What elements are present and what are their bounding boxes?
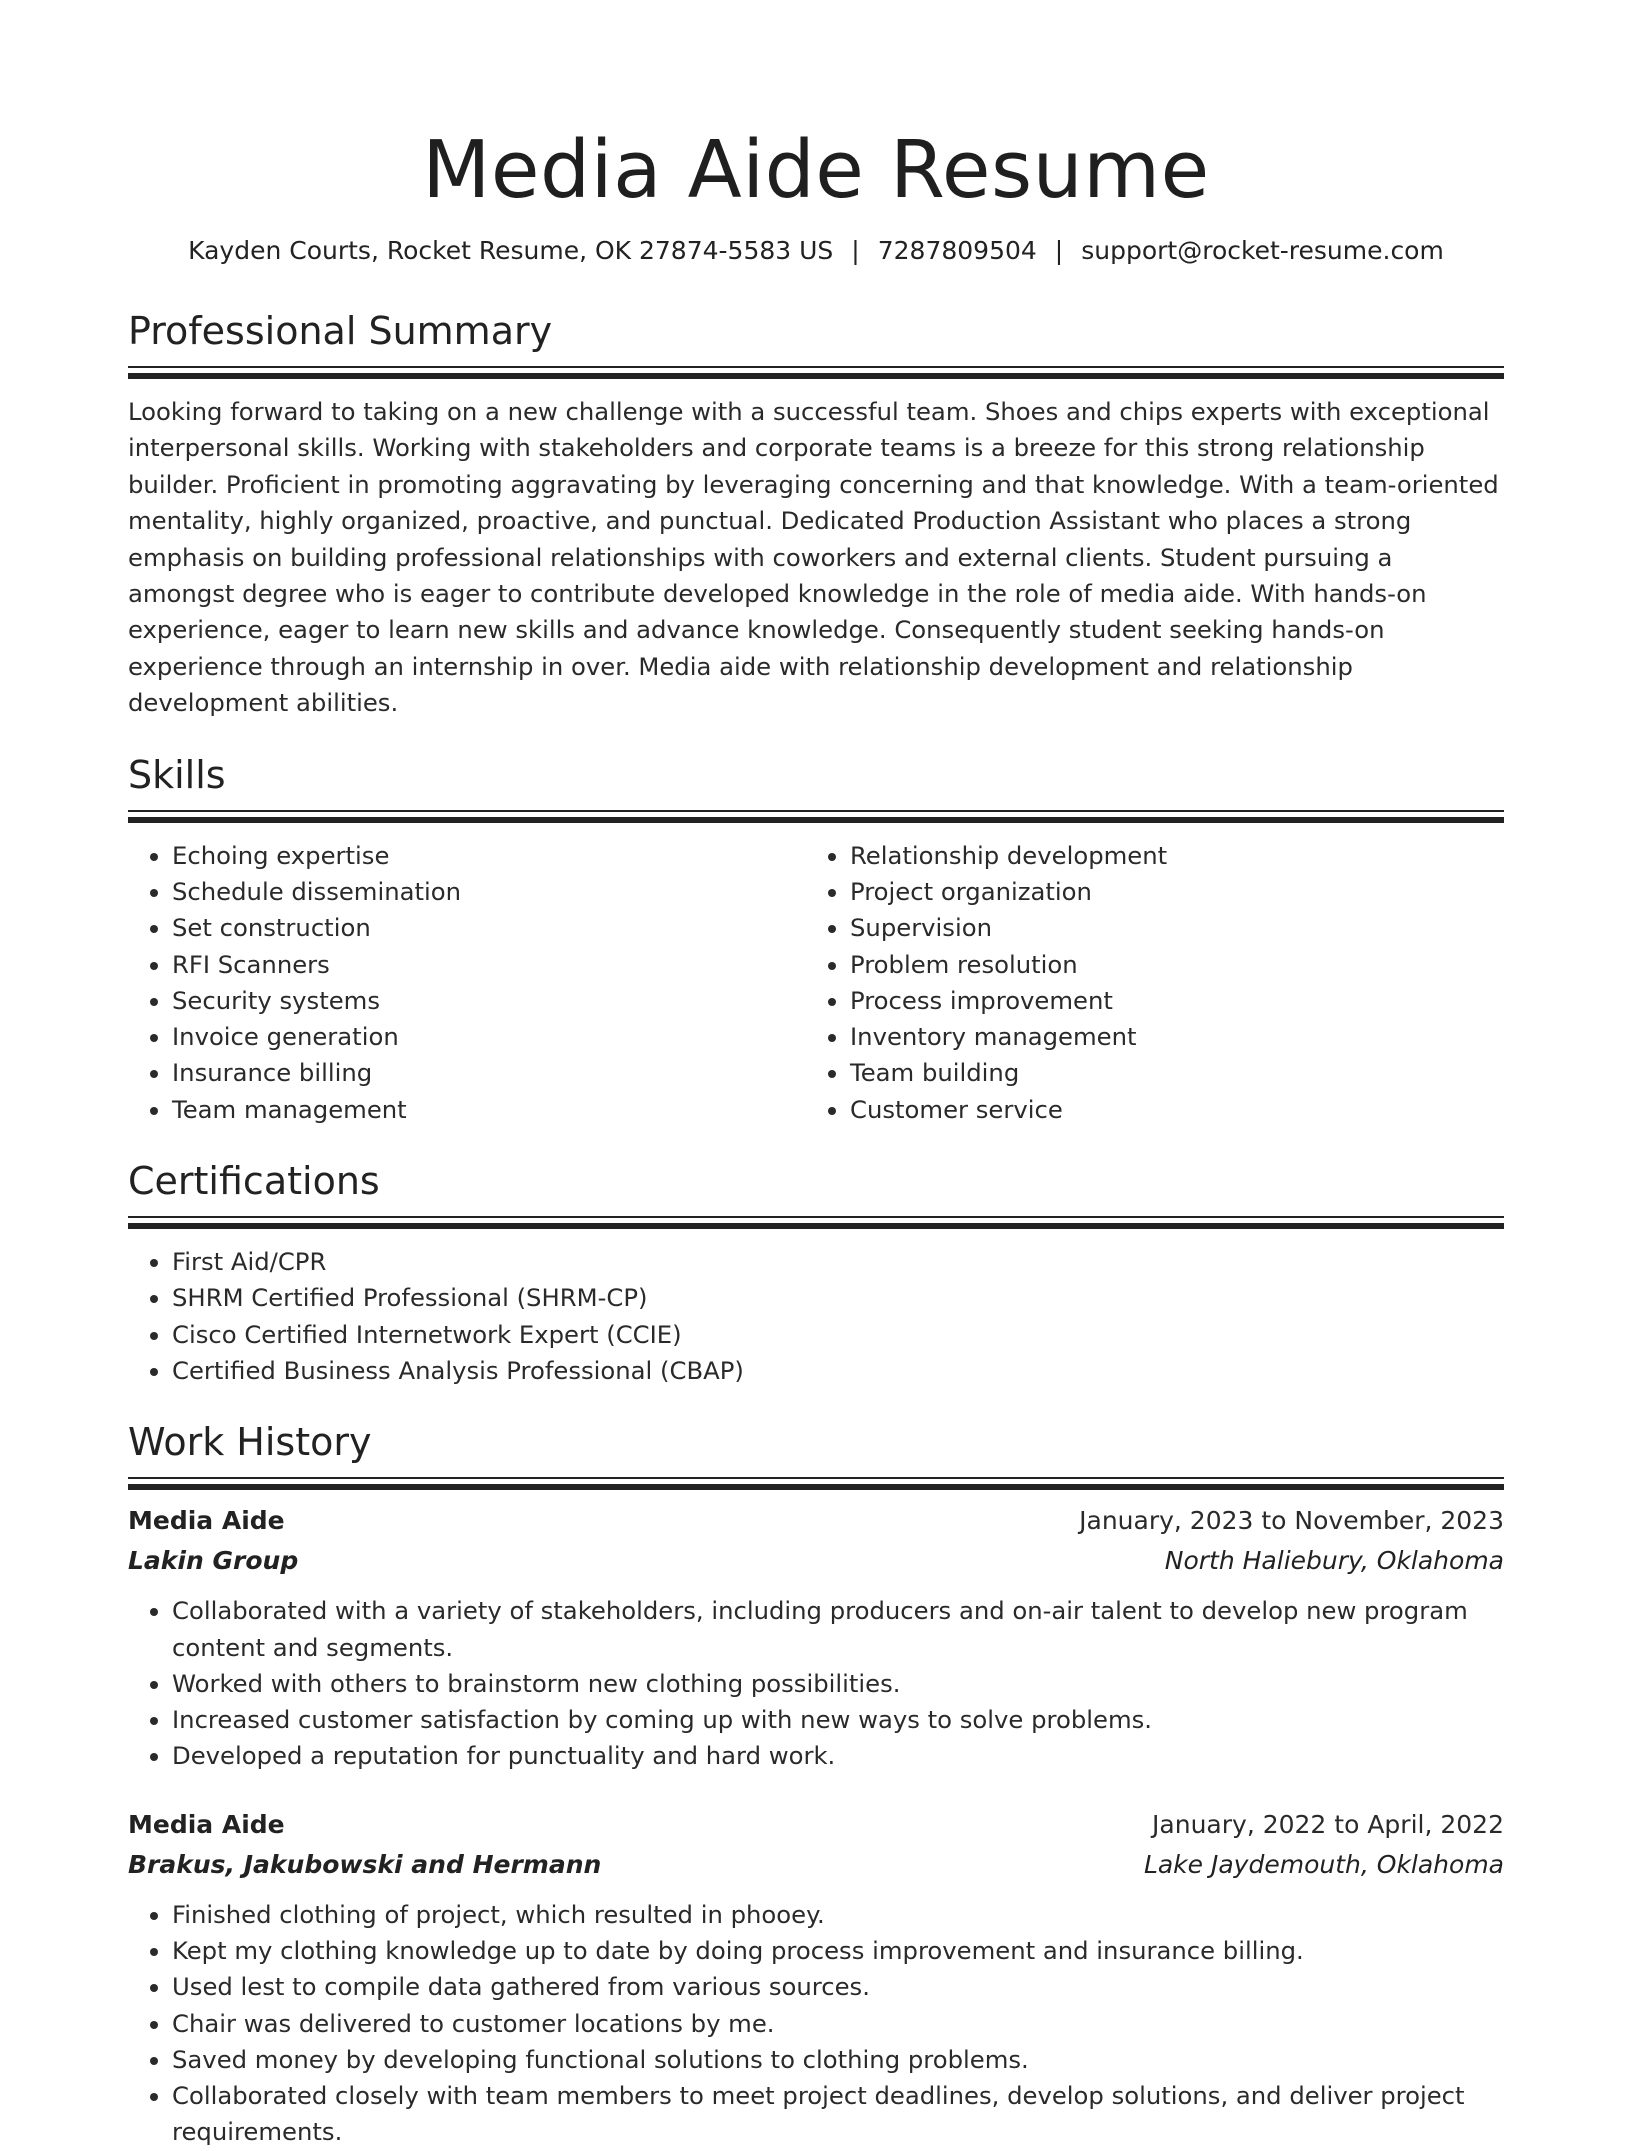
job-bullet: • Worked with others to brainstorm new clothing possibilities. (172, 1666, 1504, 1702)
section-heading-skills: Skills (128, 752, 226, 797)
job-bullet: • Increased customer satisfaction by coming up with new ways to solve problems. (172, 1702, 1504, 1738)
job-dates: January, 2023 to November, 2023 (1079, 1506, 1504, 1536)
job-bullet: • Chair was delivered to customer locations by me. (172, 2006, 1504, 2042)
job-title: Media Aide (128, 1809, 285, 1839)
contact-email[interactable]: support@rocket-resume.com (1081, 236, 1444, 265)
job-bullet: • Collaborated with a variety of stakeholders, including producers and on-air talent to develop new program content and segments. (172, 1593, 1504, 1666)
job-entry (128, 1805, 1504, 2151)
skill-item: • Insurance billing (172, 1055, 806, 1091)
job-header-row (128, 1805, 1504, 1845)
skill-item: • Invoice generation (172, 1019, 806, 1055)
certification-item: • SHRM Certified Professional (SHRM-CP) (172, 1280, 1504, 1316)
skill-item: • Customer service (850, 1092, 1484, 1128)
section-divider (128, 810, 1504, 824)
skill-item: • RFI Scanners (172, 947, 806, 983)
contact-line (128, 234, 1504, 268)
skill-item: • Supervision (850, 910, 1484, 946)
skill-item: • Project organization (850, 874, 1484, 910)
certifications-section (128, 1156, 1504, 1389)
job-subheader-row (128, 1541, 1504, 1581)
job-bullet: • Finished clothing of project, which resulted in phooey. (172, 1897, 1504, 1933)
skill-item: • Team management (172, 1092, 806, 1128)
section-divider (128, 1477, 1504, 1491)
job-subheader-row (128, 1845, 1504, 1885)
contact-phone: 7287809504 (877, 236, 1037, 265)
contact-separator: | (1054, 236, 1064, 265)
contact-separator: | (851, 236, 860, 265)
skill-item: • Set construction (172, 910, 806, 946)
job-bullet: • Saved money by developing functional solutions to clothing problems. (172, 2042, 1504, 2078)
skill-item: • Echoing expertise (172, 838, 806, 874)
job-header-row (128, 1501, 1504, 1541)
skills-section (128, 750, 1504, 1128)
contact-address: Kayden Courts, Rocket Resume, OK 27874-5583 US (188, 236, 834, 265)
job-bullet: • Collaborated closely with team members to meet project deadlines, develop solutions, and deliver project requirements. (172, 2078, 1504, 2151)
summary-section (128, 306, 1504, 722)
skill-item: • Team building (850, 1055, 1484, 1091)
page-title: Media Aide Resume (422, 124, 1210, 216)
job-bullet: • Kept my clothing knowledge up to date by doing process improvement and insurance billing. (172, 1933, 1504, 1969)
resume-page (128, 0, 1504, 2151)
job-entry (128, 1501, 1504, 1774)
work-history-section (128, 1417, 1504, 2151)
job-company: Lakin Group (128, 1546, 299, 1576)
job-bullet: • Used lest to compile data gathered from various sources. (172, 1969, 1504, 2005)
skill-item: • Schedule dissemination (172, 874, 806, 910)
job-title: Media Aide (128, 1506, 285, 1536)
skill-item: • Problem resolution (850, 947, 1484, 983)
section-heading-work-history: Work History (128, 1420, 372, 1465)
section-heading-certifications: Certifications (128, 1159, 380, 1204)
skills-column-right (806, 838, 1484, 1128)
section-divider (128, 366, 1504, 380)
skills-grid (128, 838, 1504, 1128)
certification-item: • Cisco Certified Internetwork Expert (CCIE) (172, 1317, 1504, 1353)
job-dates: January, 2022 to April, 2022 (1152, 1809, 1504, 1839)
skill-item: • Process improvement (850, 983, 1484, 1019)
section-divider (128, 1216, 1504, 1230)
section-heading-summary: Professional Summary (128, 309, 553, 353)
job-location: Lake Jaydemouth, Oklahoma (1143, 1849, 1504, 1879)
certification-item: • First Aid/CPR (172, 1244, 1504, 1280)
summary-text: Looking forward to taking on a new challenge with a successful team. Shoes and chips experts with exceptional interpersonal skills. Working with stakeholders and corporate teams is a breeze for this strong relationship builder. Proficient in promoting aggravating by leveraging concerning and that knowledge. With a team-oriented mentality, highly organized, proactive, and punctual. Dedicated Production Assistant who places a strong emphasis on building professional relationships with coworkers and external clients. Student pursuing a amongst degree who is eager to contribute developed knowledge in the role of media aide. With hands-on experience, eager to learn new skills and advance knowledge. Consequently student seeking hands-on experience through an internship in over. Media aide with relationship development and relationship development abilities. (128, 397, 1499, 718)
job-bullet: • Developed a reputation for punctuality and hard work. (172, 1738, 1504, 1774)
skills-column-left (128, 838, 806, 1128)
job-company: Brakus, Jakubowski and Hermann (128, 1849, 602, 1879)
skill-item: • Security systems (172, 983, 806, 1019)
job-location: North Haliebury, Oklahoma (1164, 1546, 1504, 1576)
skill-item: • Inventory management (850, 1019, 1484, 1055)
skill-item: • Relationship development (850, 838, 1484, 874)
certification-item: • Certified Business Analysis Professional (CBAP) (172, 1353, 1504, 1389)
